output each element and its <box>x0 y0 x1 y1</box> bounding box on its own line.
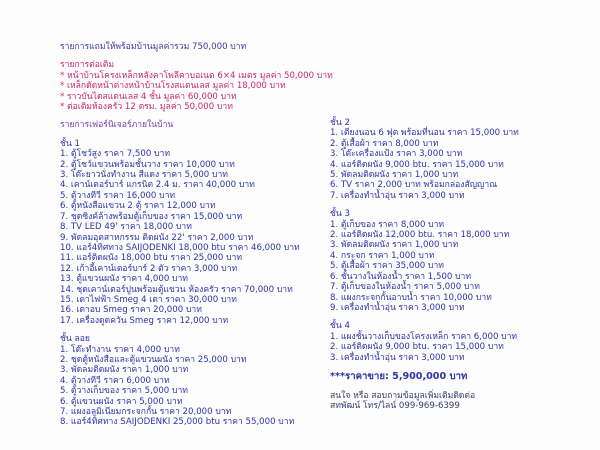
furniture-heading: รายการเฟอร์นิเจอร์ภายในบ้าน <box>60 120 174 131</box>
floor3-item: 8. แผงกระจกกั้นอาบน้ำ ราคา 10,000 บาท <box>330 292 492 303</box>
floor1-item: 16. เตาอบ Smeg ราคา 20,000 บาท <box>60 305 202 316</box>
floor3-item: 3. พัดลมติดผนัง ราคา 1,000 บาท <box>330 240 459 251</box>
floor4-item: 3. เครื่องทำน้ำอุ่น ราคา 3,000 บาท <box>330 352 465 363</box>
floor1-item: 6. ตู้หนังสือแขวน 2 ตู้ ราคา 12,000 บาท <box>60 201 216 212</box>
floor1-item: 1. ตู้โชว์สูง ราคา 7,500 บาท <box>60 149 170 160</box>
floor3-item: 7. ตู้เก็บของในห้องน้ำ ราคา 5,000 บาท <box>330 282 480 293</box>
extensions-list <box>60 71 333 113</box>
floor1-item: 15. เตาไฟฟ้า Smeg 4 เตา ราคา 30,000 บาท <box>60 294 237 305</box>
floor4-label: ชั้น 4 <box>330 321 350 332</box>
floor2-item: 3. โต๊ะเครื่องแป้ง ราคา 3,000 บาท <box>330 149 463 160</box>
extension-item: * ต่อเติมห้องครัว 12 ตรม. มูลค่า 50,000 บาท <box>60 102 233 113</box>
extensions-heading: รายการต่อเติม <box>60 60 115 71</box>
floor1-label: ชั้น 1 <box>60 138 80 149</box>
floor3-item: 1. ตู้เก็บของ ราคา 8,000 บาท <box>330 219 445 230</box>
floor-loft-item: 8. แอร์4ทิศทาง SAIJODENKI 25,000 btu ราคา 55,000 บาท <box>60 417 295 428</box>
floor-loft-item: 4. ตู้วางทีวี ราคา 6,000 บาท <box>60 375 170 386</box>
contact-line-2: สทพัฒน์ โทร/ไลน์ 099-969-6399 <box>330 401 460 412</box>
floor3-item: 4. กระจก ราคา 1,000 บาท <box>330 250 435 261</box>
floor1-item: 5. ตู้วางทีวี ราคา 16,000 บาท <box>60 190 176 201</box>
floor1-list <box>60 149 333 326</box>
floor4-item: 1. แผงชั้นวางเก็บของโครงเหล็ก ราคา 6,000 บาท <box>330 331 518 342</box>
floor2-item: 4. แอร์ติดผนัง 9,000 btu. ราคา 15,000 บาท <box>330 159 504 170</box>
floor3-item: 2. แอร์ติดผนัง 12,000 btu. ราคา 18,000 บาท <box>330 230 510 241</box>
floor4-list <box>330 332 519 363</box>
floor1-item: 14. ชุดเคาน์เตอร์ปูนพร้อมตู้แขวน ห้องครัว ราคา 70,000 บาท <box>60 284 293 295</box>
floor-loft-label: ชั้น ลอย <box>60 334 90 345</box>
floor2-label: ชั้น 2 <box>330 118 350 128</box>
floor1-item: 4. เคาน์เตอร์บาร์ แกรนิต 2.4 ม. ราคา 40,000 บาท <box>60 180 255 191</box>
gift-title: รายการแถมให้พร้อมบ้านมูลค่ารวม 750,000 บาท <box>60 42 247 52</box>
floor2-item: 7. เครื่องทำน้ำอุ่น ราคา 3,000 บาท <box>330 190 465 201</box>
floor1-item: 11. แอร์ติดผนัง 18,000 btu ราคา 25,000 บาท <box>60 253 243 264</box>
floor3-item: 6. ชั้นวางในห้องน้ำ ราคา 1,500 บาท <box>330 271 472 282</box>
floor-loft-item: 7. แผงอลูมิเนียมกระจกกั้น ราคา 20,000 บาท <box>60 407 232 417</box>
floor1-item: 10. แอร์4ทิศทาง SAIJODENKI 18,000 btu ราคา 46,000 บาท <box>60 242 300 253</box>
floor2-item: 5. พัดลมติดผนัง ราคา 1,000 บาท <box>330 170 459 181</box>
contact-line-1: สนใจ หรือ สอบถามข้อมูลเพิ่มเติมติดต่อ <box>330 390 476 401</box>
floor2-list <box>330 128 519 201</box>
extension-item: * เหล็กดัดหน้าต่างหน้าบ้านโรงสแตนเลส มูลค่า 18,000 บาท <box>60 81 286 92</box>
floor-loft-item: 5. ตู้วางเก็บของ ราคา 5,000 บาท <box>60 386 188 397</box>
floor3-item: 5. ตู้เสื้อผ้า ราคา 35,000 บาท <box>330 261 444 272</box>
floor1-item: 9. พัดลมอุตสาหกรรม ติดผนัง 22' ราคา 2,000 บาท <box>60 232 254 243</box>
floor2-item: 2. ตู้เสื้อผ้า ราคา 8,000 บาท <box>330 138 439 149</box>
floor-loft-item: 2. ชุดตู้หนังสือและตู้แขวนผนัง ราคา 25,000 บาท <box>60 354 247 365</box>
floor-loft-item: 1. โต๊ะทำงาน ราคา 4,000 บาท <box>60 344 180 355</box>
floor-loft-item: 6. ตู้แขวนผนัง ราคา 5,000 บาท <box>60 396 183 407</box>
floor1-item: 8. TV LED 49' ราคา 18,000 บาท <box>60 222 192 233</box>
floor1-item: 7. ชุดซิงค์ล้างพร้อมตู้เก็บของ ราคา 15,000 บาท <box>60 211 243 222</box>
floor-loft-list <box>60 345 333 428</box>
right-column <box>330 118 519 412</box>
left-column <box>60 42 333 428</box>
floor1-item: 3. โต๊ะยาวนั่งทำงาน สีแดง ราคา 5,000 บาท <box>60 170 228 181</box>
floor2-item: 6. TV ราคา 2,000 บาท พร้อมกล่องสัญญาณ <box>330 180 498 191</box>
extension-item: * ราวบันไดสแตนเลส 4 ชั้น มูลค่า 60,000 บาท <box>60 91 237 102</box>
extension-item: * หน้าบ้านโครงเหล็กหลังคาโพลีคาบอเนต 6×4 เมตร มูลค่า 50,000 บาท <box>60 70 333 81</box>
floor3-label: ชั้น 3 <box>330 209 350 220</box>
floor-loft-item: 3. พัดลมติดผนัง ราคา 1,000 บาท <box>60 365 189 376</box>
floor3-item: 9. เครื่องทำน้ำอุ่น ราคา 3,000 บาท <box>330 302 465 313</box>
floor1-item: 13. ตู้แขวนผนัง ราคา 4,000 บาท <box>60 274 188 285</box>
floor1-item: 12. เก้าอี้เคาน์เตอร์บาร์ 2 ตัว ราคา 3,000 บาท <box>60 263 238 274</box>
sale-price: ***ราคาขาย: 5,900,000 บาท <box>330 370 468 382</box>
floor4-item: 2. แอร์ติดผนัง 9,000 btu. ราคา 15,000 บาท <box>330 342 504 353</box>
floor1-item: 2. ตู้โชว์แขวนพร้อมชั้นวาง ราคา 10,000 บาท <box>60 159 235 170</box>
floor2-item: 1. เตียงนอน 6 ฟุต พร้อมที่นอน ราคา 15,000 บาท <box>330 128 519 139</box>
floor3-list <box>330 220 519 314</box>
floor1-item: 17. เครื่องดูดควัน Smeg ราคา 12,000 บาท <box>60 315 229 326</box>
